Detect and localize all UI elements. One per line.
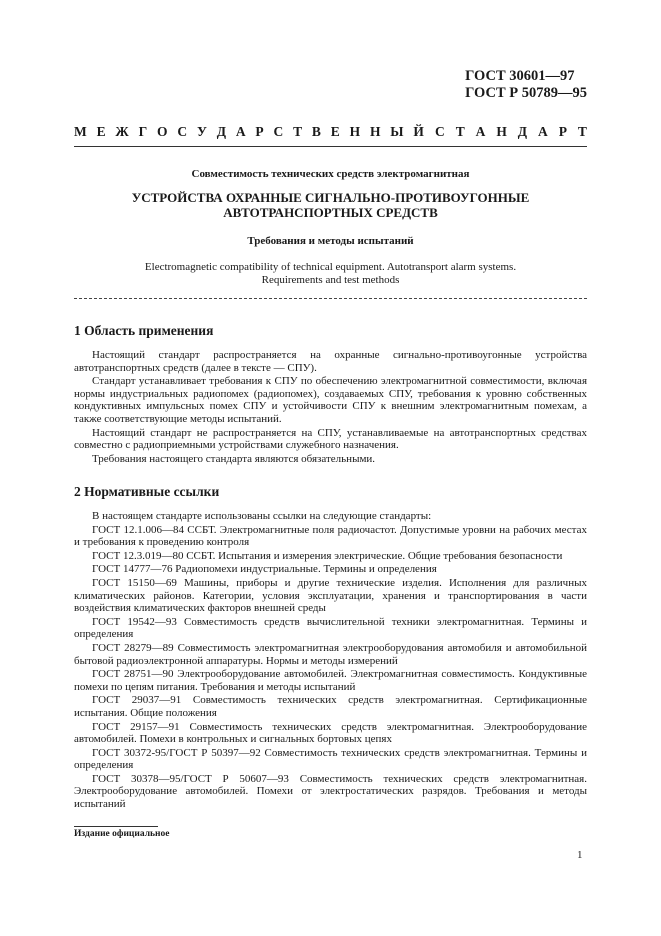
paragraph: Требования настоящего стандарта являются обязательными. bbox=[92, 452, 376, 465]
emc-title: Совместимость технических средств электромагнитная bbox=[191, 168, 470, 180]
reference-item: ГОСТ 30372-95/ГОСТ Р 50397—92 Совместимость технических средств электромагнитная. Термины и определения bbox=[74, 746, 587, 772]
document-title-line-2: АВТОТРАНСПОРТНЫХ СРЕДСТВ bbox=[223, 205, 438, 220]
standard-designation bbox=[465, 68, 587, 102]
paragraph: В настоящем стандарте использованы ссылки на следующие стандарты: bbox=[92, 510, 432, 522]
banner-letter: Е bbox=[330, 124, 340, 139]
section-2-body bbox=[74, 510, 587, 812]
section-1-body bbox=[74, 349, 587, 466]
banner-letter: Н bbox=[496, 124, 507, 139]
banner-letter: Ж bbox=[115, 124, 129, 139]
reference-item: ГОСТ 28279—89 Совместимость электромагнитная электрооборудования автомобиля и автомобильной бытовой радиоэлектронной аппаратуры. Нормы и методы измерений bbox=[74, 641, 587, 667]
english-title-line-2: Requirements and test methods bbox=[261, 273, 400, 286]
banner-letter: Г bbox=[138, 124, 148, 139]
paragraph: Стандарт устанавливает требования к СПУ по обеспечению электромагнитной совместимости, включая нормы индустриальных радиопомех (радиопомех), создаваемых СПУ, требования к уровню собственных кондуктивных импульсных помех СПУ и устойчивости СПУ к внешним электромагнитным помехам, а также соответствующие методы испытаний. bbox=[74, 375, 587, 425]
reference-item: ГОСТ 14777—76 Радиопомехи индустриальные. Термины и определения bbox=[92, 563, 437, 576]
paragraph: Настоящий стандарт не распространяется на СПУ, устанавливаемые на автотранспортных средствах совместно с радиоприемными устройствами служебного назначения. bbox=[74, 426, 587, 452]
section-1-heading: 1 Область применения bbox=[74, 323, 214, 338]
reference-item: ГОСТ 29157—91 Совместимость технических средств электромагнитная. Электрооборудование автомобилей. Помехи в контрольных и сигнальных бортовых цепях bbox=[74, 720, 587, 746]
english-title bbox=[74, 261, 587, 286]
reference-item: ГОСТ 15150—69 Машины, приборы и другие технические изделия. Исполнения для различных климатических районов. Категории, условия эксплуатации, хранения и транспортирования в части воздействия климатических факторов внешней среды bbox=[74, 576, 587, 615]
footer-divider bbox=[74, 826, 158, 827]
document-title-line-1: УСТРОЙСТВА ОХРАННЫЕ СИГНАЛЬНО-ПРОТИВОУГОННЫЕ bbox=[131, 190, 530, 205]
banner-letter: А bbox=[475, 124, 486, 139]
banner-word-2 bbox=[435, 124, 587, 140]
banner-letter: Т bbox=[455, 124, 465, 139]
reference-item: ГОСТ 30378—95/ГОСТ Р 50607—93 Совместимость технических средств электромагнитная. Электрооборудование автомобилей. Помехи от электростатических разрядов. Требования и методы испытаний bbox=[74, 772, 587, 811]
banner-letter: Р bbox=[558, 124, 567, 139]
banner-letter: У bbox=[196, 124, 207, 139]
document-title bbox=[74, 190, 587, 220]
banner-letter: М bbox=[74, 124, 87, 139]
banner-word-1 bbox=[74, 124, 424, 140]
banner-letter: Й bbox=[413, 124, 424, 139]
banner-letter: Е bbox=[96, 124, 106, 139]
banner-letter: Р bbox=[255, 124, 264, 139]
banner-letter: Н bbox=[369, 124, 381, 139]
banner-letter: Д bbox=[517, 124, 528, 139]
banner-letter: Т bbox=[577, 124, 587, 139]
paragraph: Настоящий стандарт распространяется на охранные сигнально-противоугонные устройства автотранспортных средств (далее в тексте — СПУ). bbox=[74, 349, 587, 374]
banner-letter: Т bbox=[293, 124, 303, 139]
banner-letter: С bbox=[177, 124, 188, 139]
banner-letter: С bbox=[435, 124, 445, 139]
section-2-heading: 2 Нормативные ссылки bbox=[74, 484, 220, 499]
banner-letter: Н bbox=[349, 124, 361, 139]
reference-item: ГОСТ 12.1.006—84 ССБТ. Электромагнитные поля радиочастот. Допустимые уровни на рабочих местах и требования к проведению контроля bbox=[74, 523, 587, 549]
title-divider bbox=[74, 298, 587, 299]
top-divider bbox=[74, 146, 587, 147]
standard-id-gost: ГОСТ 30601—97 bbox=[465, 68, 575, 84]
standard-id-gost-r: ГОСТ Р 50789—95 bbox=[465, 85, 587, 101]
banner-letter: А bbox=[235, 124, 246, 139]
interstate-standard-banner bbox=[74, 124, 587, 140]
banner-letter: Ы bbox=[390, 124, 404, 139]
reference-item: ГОСТ 28751—90 Электрооборудование автомобилей. Электромагнитная совместимость. Кондуктивные помехи по цепям питания. Требования и методы испытаний bbox=[74, 668, 587, 693]
banner-letter: В bbox=[311, 124, 321, 139]
reference-item: ГОСТ 19542—93 Совместимость средств вычислительной техники электромагнитная. Термины и определения bbox=[74, 615, 587, 641]
official-edition-label: Издание официальное bbox=[74, 829, 170, 839]
reference-item: ГОСТ 12.3.019—80 ССБТ. Испытания и измерения электрические. Общие требования безопасности bbox=[92, 549, 563, 562]
english-title-line-1: Electromagnetic compatibility of technical equipment. Autotransport alarm systems. bbox=[144, 261, 517, 273]
banner-letter: А bbox=[538, 124, 548, 139]
banner-letter: Д bbox=[216, 124, 226, 139]
reference-item: ГОСТ 29037—91 Совместимость технических средств электромагнитная. Сертификационные испытания. Общие положения bbox=[74, 694, 587, 719]
page-number: 1 bbox=[577, 849, 583, 861]
document-subtitle: Требования и методы испытаний bbox=[247, 235, 414, 247]
banner-letter: О bbox=[157, 124, 168, 139]
banner-letter: С bbox=[273, 124, 284, 139]
